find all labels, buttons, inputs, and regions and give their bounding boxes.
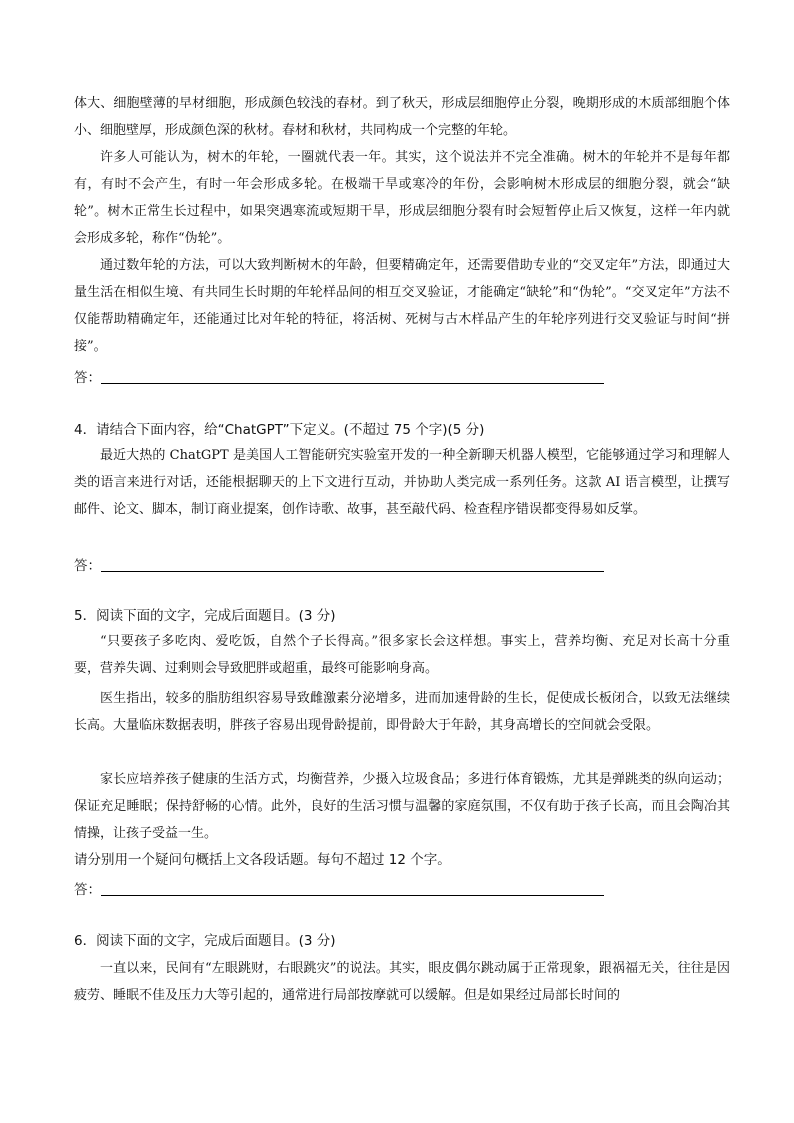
answer-label-4: 答： (74, 558, 101, 574)
question-6-paragraph: 一直以来，民间有“左眼跳财，右眼跳灾”的说法。其实，眼皮偶尔跳动属于正常现象，跟祸福无关，往往是因疲劳、睡眠不佳及压力大等引起的，通常进行局部按摩就可以缓解。但是如果经过局部长时间的 (74, 961, 730, 1003)
question-5-heading: 5．阅读下面的文字，完成后面题目。(3 分) (74, 608, 336, 624)
question-5-instruction: 请分别用一个疑问句概括上文各段话题。每句不超过 12 个字。 (74, 852, 451, 868)
question-6-heading: 6．阅读下面的文字，完成后面题目。(3 分) (74, 933, 336, 949)
answer-line-4[interactable] (101, 571, 604, 572)
question-5-paragraph-2: 医生指出，较多的脂肪组织容易导致雌激素分泌增多，进而加速骨龄的生长，促使成长板闭合，以致无法继续长高。大量临床数据表明，胖孩子容易出现骨龄提前，即骨龄大于年龄，其身高增长的空间就会受限。 (74, 691, 730, 733)
question-4-heading: 4．请结合下面内容，给“ChatGPT”下定义。(不超过 75 个字)(5 分) (74, 422, 485, 438)
question-5-paragraph-3: 家长应培养孩子健康的生活方式，均衡营养，少摄入垃圾食品；多进行体育锻炼，尤其是弹跳类的纵向运动；保证充足睡眠；保持舒畅的心情。此外，良好的生活习惯与温馨的家庭氛围，不仅有助于孩子长高，而且会陶冶其情操，让孩子受益一生。 (74, 772, 730, 841)
answer-line-5[interactable] (101, 895, 604, 896)
question-5-paragraph-1: “只要孩子多吃肉、爱吃饭，自然个子长得高。”很多家长会这样想。事实上，营养均衡、充足对长高十分重要，营养失调、过剩则会导致肥胖或超重，最终可能影响身高。 (74, 634, 730, 676)
passage-paragraph-3: 通过数年轮的方法，可以大致判断树木的年龄，但要精确定年，还需要借助专业的“交叉定年”方法，即通过大量生活在相似生境、有共同生长时期的年轮样品间的相互交叉验证，才能确定“缺轮”和“伪轮”。“交叉定年”方法不仅能帮助精确定年，还能通过比对年轮的特征，将活树、死树与古木样品产生的年轮序列进行交叉验证与时间“拼接”。 (74, 258, 730, 354)
answer-label-5: 答： (74, 882, 101, 898)
passage-paragraph-2: 许多人可能认为，树木的年轮，一圈就代表一年。其实，这个说法并不完全准确。树木的年轮并不是每年都有，有时不会产生，有时一年会形成多轮。在极端干旱或寒冷的年份，会影响树木形成层的细胞分裂，就会“缺轮”。树木正常生长过程中，如果突遇寒流或短期干旱，形成层细胞分裂有时会短暂停止后又恢复，这样一年内就会形成多轮，称作“伪轮”。 (74, 150, 730, 246)
passage-paragraph-1: 体大、细胞壁薄的早材细胞，形成颜色较浅的春材。到了秋天，形成层细胞停止分裂，晚期形成的木质部细胞个体小、细胞壁厚，形成颜色深的秋材。春材和秋材，共同构成一个完整的年轮。 (74, 96, 730, 138)
answer-label-3: 答： (74, 370, 101, 386)
question-4-paragraph: 最近大热的 ChatGPT 是美国人工智能研究实验室开发的一种全新聊天机器人模型，它能够通过学习和理解人类的语言来进行对话，还能根据聊天的上下文进行互动，并协助人类完成一系列任务。这款 AI 语言模型，让撰写邮件、论文、脚本，制订商业提案，创作诗歌、故事，甚至敲代码、检查程序错误都变得易如反掌。 (74, 448, 730, 517)
answer-line-3[interactable] (101, 383, 604, 384)
